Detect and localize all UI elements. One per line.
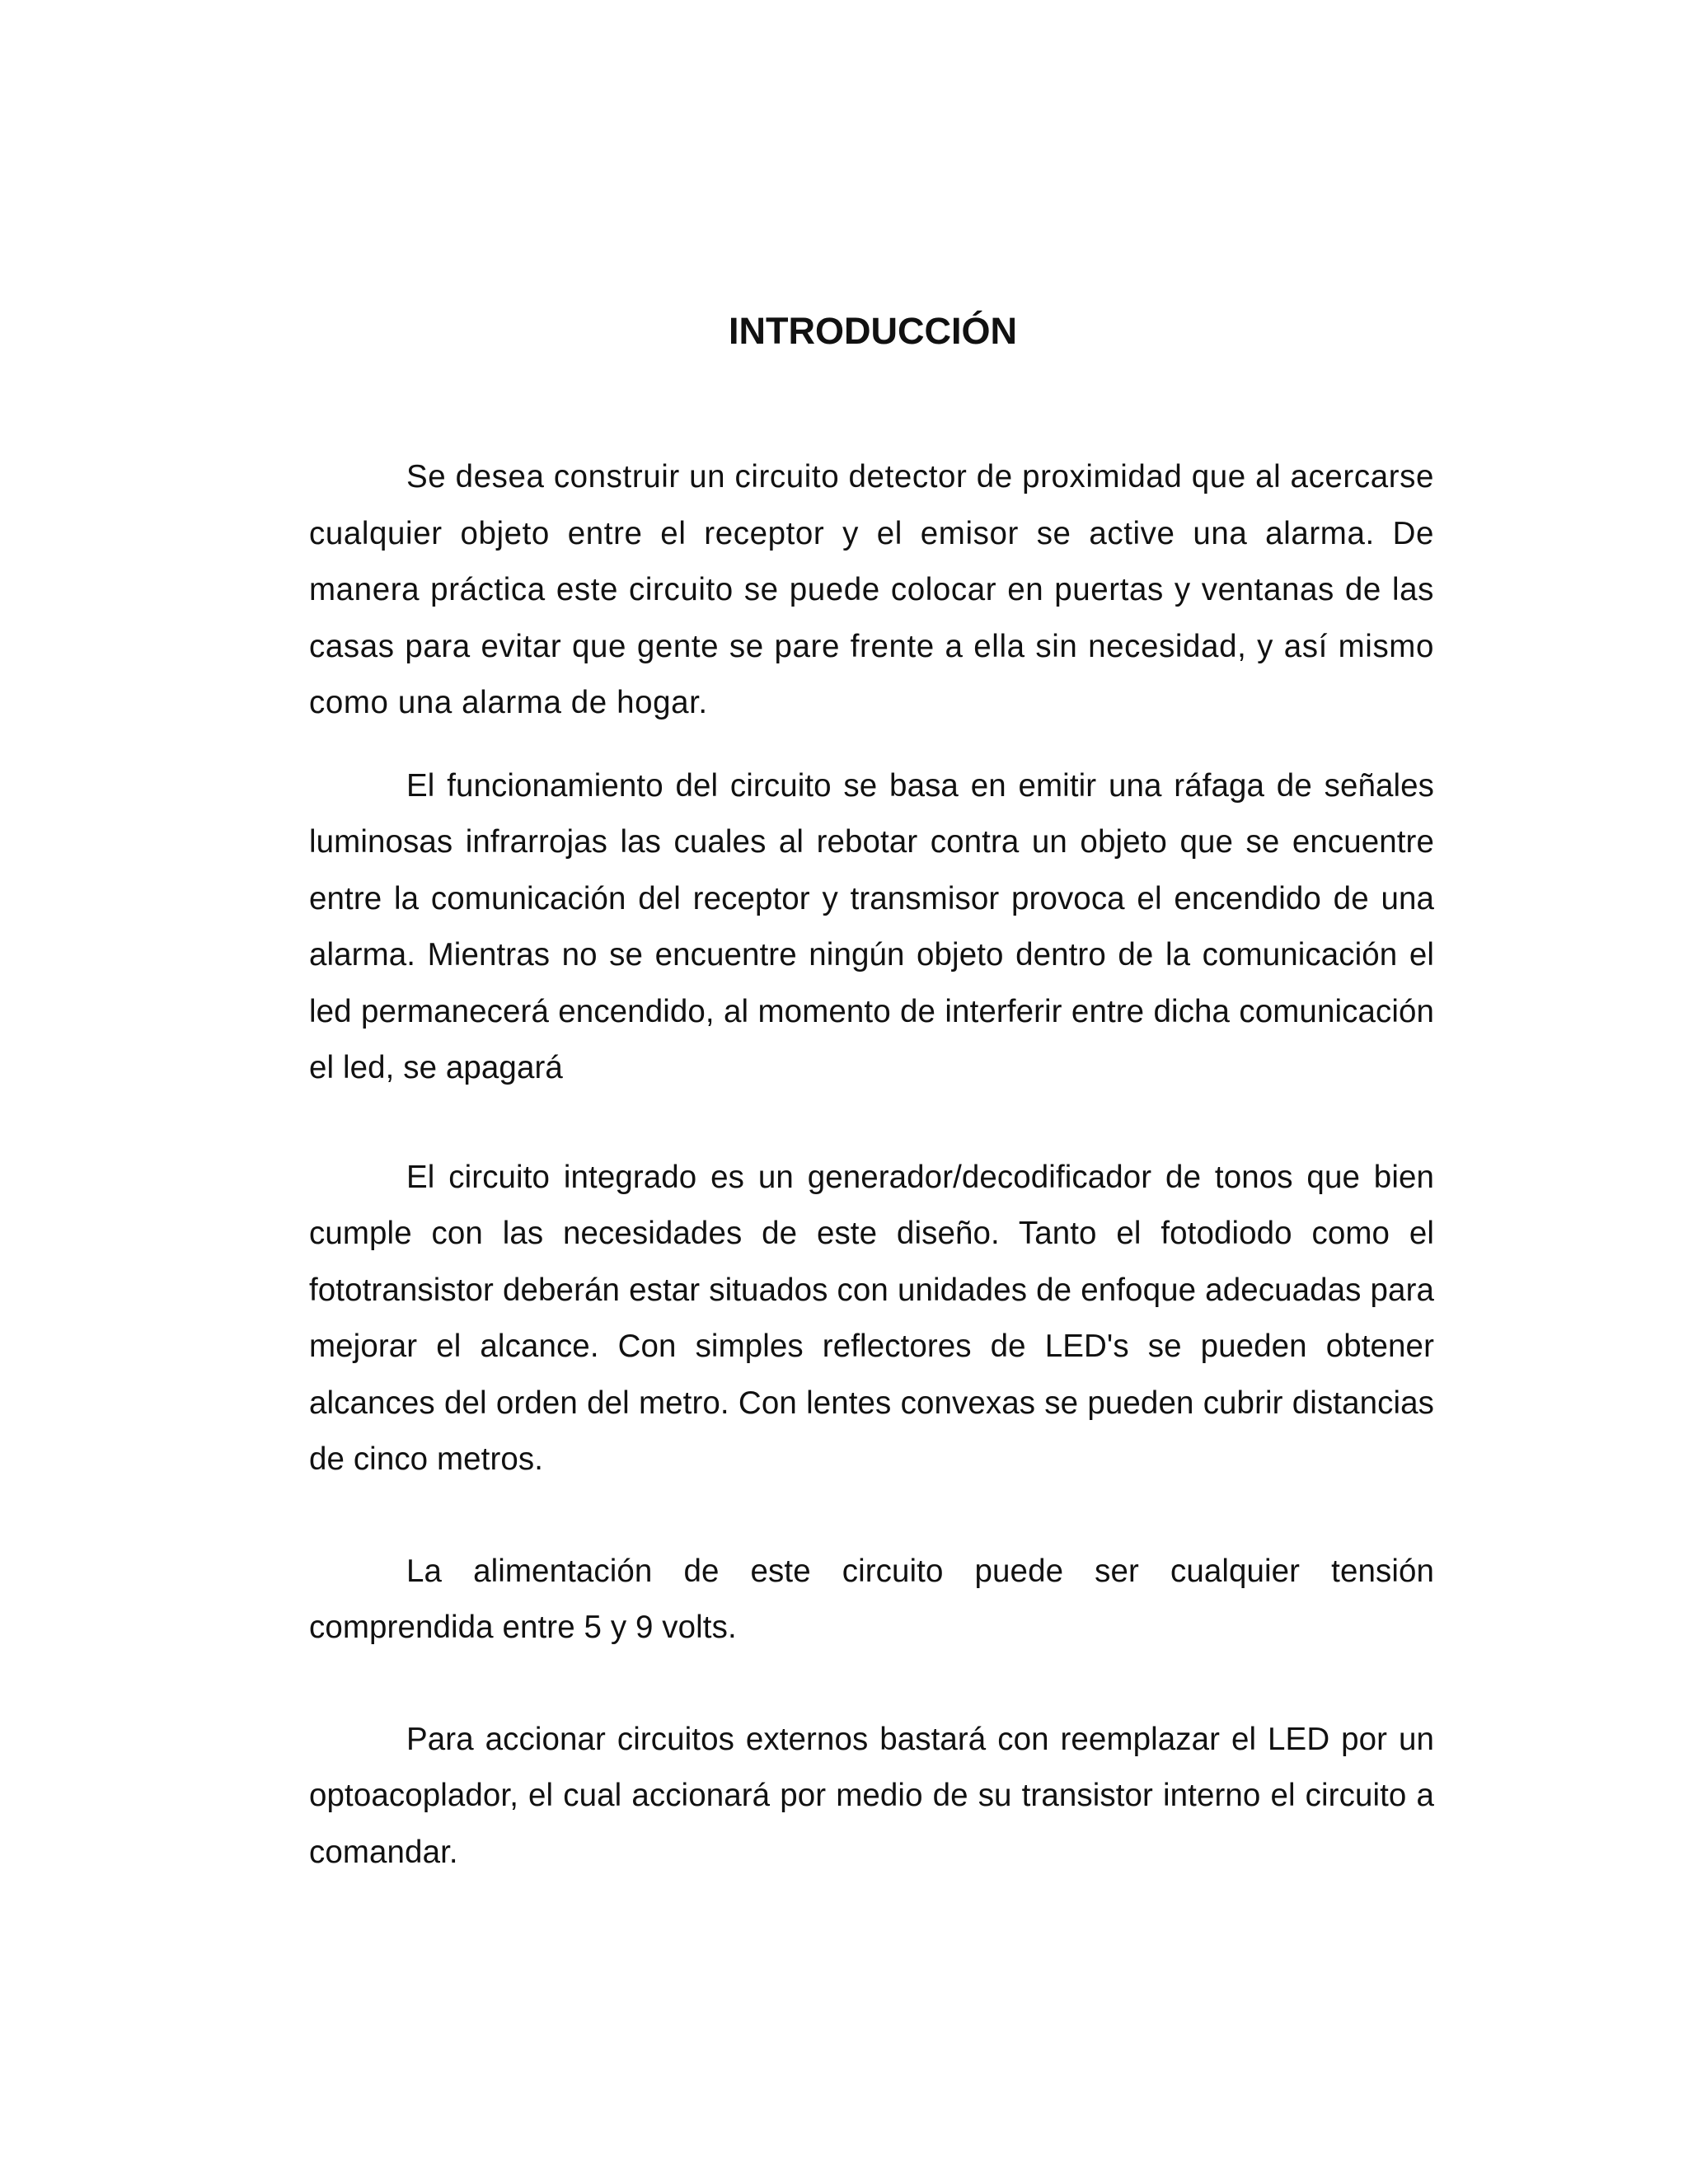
paragraph-1: Se desea construir un circuito detector de proximidad que al acercarse cualquier objeto entre el receptor y el emisor se active una alarma. De manera práctica este circuito se puede colocar en puertas y ventanas de las casas para evitar que gente se pare frente a ella sin necesidad, y así mismo como una alarma de hogar. [309, 459, 1434, 720]
paragraph-2: El funcionamiento del circuito se basa en emitir una ráfaga de señales luminosas infrarrojas las cuales al rebotar contra un objeto que se encuentre entre la comunicación del receptor y transmisor provoca el encendido de una alarma. Mientras no se encuentre ningún objeto dentro de la comunicación el led permanecerá encendido, al momento de interferir entre dicha comunicación el led, se apagará [309, 767, 1434, 1085]
paragraph-5: Para accionar circuitos externos bastará con reemplazar el LED por un optoacoplador, el cual accionará por medio de su transistor interno el circuito a comandar. [309, 1721, 1434, 1870]
document-title: INTRODUCCIÓN [729, 310, 1017, 352]
paragraph-3: El circuito integrado es un generador/decodificador de tonos que bien cumple con las necesidades de este diseño. Tanto el fotodiodo como el fototransistor deberán estar situados con unidades de enfoque adecuadas para mejorar el alcance. Con simples reflectores de LED's se pueden obtener alcances del orden del metro. Con lentes convexas se pueden cubrir distancias de cinco metros. [309, 1159, 1434, 1477]
document-body [309, 449, 1434, 1881]
paragraph-4: La alimentación de este circuito puede ser cualquier tensión comprendida entre 5 y 9 volts. [309, 1553, 1434, 1645]
